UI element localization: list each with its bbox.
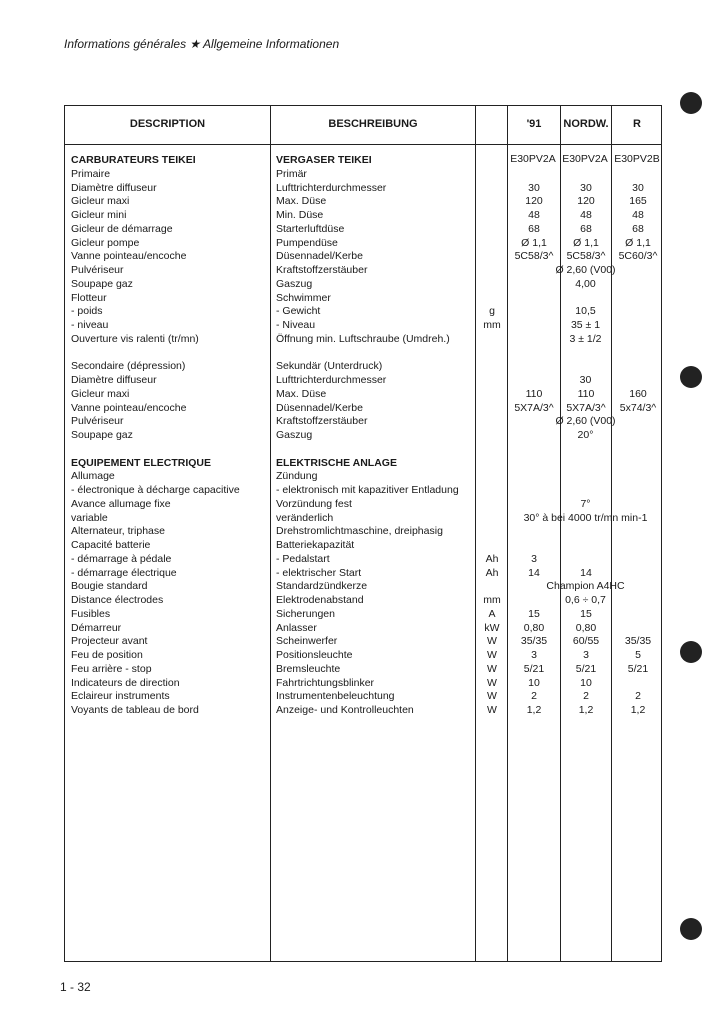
row-fr: Projecteur avant (71, 635, 148, 648)
row-fr: Gicleur mini (71, 209, 127, 221)
row-de: Drehstromlichtmaschine, dreiphasig (276, 525, 443, 538)
row-de: Max. Düse (276, 387, 327, 400)
header-beschreibung: BESCHREIBUNG (328, 118, 418, 130)
row-de: Anzeige- und Kontrolleuchten (276, 704, 414, 716)
row-unit: W (487, 635, 497, 648)
row-value-nordw: 60/55 (572, 635, 600, 648)
row-fr: - poids (71, 305, 103, 318)
row-value-r: 30 (632, 181, 644, 194)
row-fr: Soupape gaz (71, 429, 133, 441)
row-de: Max. Düse (276, 195, 327, 208)
row-unit: kW (484, 621, 500, 634)
row-value-r: 2 (635, 690, 641, 703)
row-value-r: 5 (635, 649, 641, 661)
row-de: Starterluftdüse (276, 222, 345, 235)
row-value-nordw: 5X7A/3^ (566, 401, 606, 414)
row-value-span: 10,5 (575, 305, 596, 318)
row-value-nordw: 5/21 (575, 662, 597, 675)
row-value-nordw: 30 (580, 181, 592, 194)
row-value-91: 3 (531, 649, 537, 661)
row-value-span: 3 ± 1/2 (569, 332, 602, 345)
row-fr: Primaire (71, 167, 111, 180)
row-value-nordw: 2 (583, 690, 589, 703)
row-de: Batteriekapazität (276, 539, 355, 551)
row-value-r: 5C60/3^ (618, 250, 658, 263)
row-value-span: Ø 2,60 (V00) (555, 264, 616, 276)
page-number: 1 - 32 (60, 980, 91, 994)
row-value-span: 30° à bei 4000 tr/mn min-1 (523, 511, 648, 524)
row-value-span: 0,6 ÷ 0,7 (565, 594, 606, 606)
row-unit: W (487, 704, 497, 716)
row-value-nordw: 3 (583, 649, 589, 661)
row-unit: W (487, 649, 497, 661)
row-value-91: 15 (528, 607, 540, 620)
row-fr: Gicleur maxi (71, 387, 130, 400)
row-unit: g (489, 305, 495, 318)
model-r: E30PV2B (614, 153, 660, 165)
row-value-span: 7° (580, 497, 591, 510)
row-value-91: 2 (531, 690, 537, 703)
row-fr: Indicateurs de direction (71, 676, 180, 689)
row-value-nordw: 14 (580, 566, 592, 579)
row-de: Sekundär (Unterdruck) (276, 360, 383, 373)
row-fr: Soupape gaz (71, 277, 133, 290)
row-de: Gaszug (276, 277, 313, 290)
row-unit: W (487, 662, 497, 675)
binder-hole-icon (680, 641, 702, 663)
row-fr: Secondaire (dépression) (71, 360, 186, 373)
model-nordw: E30PV2A (562, 153, 608, 165)
row-value-91: 5/21 (523, 662, 545, 675)
row-value-nordw: 120 (577, 195, 595, 208)
row-value-91: 120 (525, 195, 543, 208)
row-de: Scheinwerfer (276, 635, 338, 648)
row-fr: - démarrage à pédale (71, 552, 172, 565)
header-91: '91 (526, 118, 542, 130)
row-de: Sicherungen (276, 607, 335, 620)
row-de: Pumpendüse (276, 236, 338, 249)
row-de: Zündung (276, 470, 318, 483)
row-value-span: 20° (577, 429, 594, 441)
row-fr: Distance électrodes (71, 594, 164, 606)
row-fr: Vanne pointeau/encoche (71, 250, 187, 263)
header-nordw: NORDW. (563, 118, 609, 130)
row-value-span: 30 (579, 374, 592, 386)
specification-table (64, 105, 662, 962)
row-fr: Diamètre diffuseur (71, 374, 157, 386)
row-value-91: 0,80 (523, 621, 545, 634)
row-value-nordw: 10 (580, 676, 592, 689)
row-de: Düsennadel/Kerbe (276, 250, 363, 263)
row-de: Düsennadel/Kerbe (276, 401, 363, 414)
row-value-91: 68 (528, 222, 540, 235)
row-de: Standardzündkerze (276, 580, 368, 593)
header-r: R (633, 118, 641, 130)
row-de: Positionsleuchte (276, 649, 353, 661)
row-value-91: 110 (525, 387, 543, 400)
model-91: E30PV2A (510, 153, 556, 165)
row-value-span: 4,00 (575, 277, 596, 290)
row-de: - Pedalstart (276, 552, 330, 565)
row-de: Vorzündung fest (276, 497, 352, 510)
row-value-91: 14 (528, 566, 540, 579)
row-value-r: 160 (629, 387, 647, 400)
row-de: VERGASER TEIKEI (276, 154, 372, 166)
row-unit: Ah (485, 552, 499, 565)
row-unit: mm (483, 319, 501, 331)
row-value-91: 10 (528, 676, 540, 689)
row-value-91: 30 (528, 181, 540, 194)
row-value-r: 5x74/3^ (619, 401, 657, 414)
row-de: Fahrtrichtungsblinker (276, 676, 375, 689)
row-fr: Gicleur pompe (71, 236, 140, 249)
row-value-span: Champion A4HC (546, 580, 625, 593)
row-fr: Avance allumage fixe (71, 497, 171, 510)
row-value-span: Ø 2,60 (V00) (555, 415, 616, 428)
row-unit: Ah (485, 566, 499, 579)
row-de: Gaszug (276, 429, 313, 441)
row-fr: EQUIPEMENT ELECTRIQUE (71, 456, 212, 469)
row-fr: Feu arrière - stop (71, 662, 152, 675)
row-fr: Démarreur (71, 621, 122, 634)
row-fr: Fusibles (71, 607, 111, 620)
row-value-91: 1,2 (526, 704, 542, 716)
row-de: Bremsleuchte (276, 662, 341, 675)
row-value-span: 35 ± 1 (570, 319, 601, 331)
row-fr: - électronique à décharge capacitive (71, 484, 240, 496)
row-de: - elektrischer Start (276, 566, 362, 579)
row-fr: Gicleur maxi (71, 195, 130, 208)
row-value-91: 3 (531, 552, 537, 565)
row-de: Lufttrichterdurchmesser (276, 181, 387, 194)
row-fr: Feu de position (71, 649, 143, 661)
row-de: Min. Düse (276, 209, 324, 221)
row-fr: Gicleur de démarrage (71, 222, 173, 235)
row-value-nordw: 5C58/3^ (566, 250, 606, 263)
row-fr: Diamètre diffuseur (71, 181, 157, 194)
row-value-nordw: 1,2 (578, 704, 594, 716)
row-de: - elektronisch mit kapazitiver Entladung (276, 484, 459, 496)
row-unit: A (488, 607, 496, 620)
row-value-nordw: 110 (577, 387, 595, 400)
row-value-nordw: Ø 1,1 (573, 236, 599, 249)
row-de: Elektrodenabstand (276, 594, 364, 606)
row-value-nordw: 68 (580, 222, 592, 235)
row-de: Lufttrichterdurchmesser (276, 374, 387, 386)
row-de: veränderlich (276, 511, 334, 524)
row-fr: Allumage (71, 470, 115, 483)
row-de: - Gewicht (276, 305, 321, 318)
row-value-91: 35/35 (520, 635, 548, 648)
row-fr: Bougie standard (71, 580, 148, 593)
row-value-r: Ø 1,1 (625, 236, 651, 249)
binder-hole-icon (680, 918, 702, 940)
row-value-91: 5C58/3^ (514, 250, 554, 263)
binder-hole-icon (680, 92, 702, 114)
header-description: DESCRIPTION (129, 118, 206, 130)
row-value-r: 1,2 (630, 704, 646, 716)
row-de: Kraftstoffzerstäuber (276, 264, 368, 276)
row-value-nordw: 15 (580, 607, 592, 620)
page-header: Informations générales ★ Allgemeine Informationen (64, 37, 340, 51)
row-fr: - démarrage électrique (71, 566, 177, 579)
row-fr: variable (71, 511, 108, 524)
row-de: Schwimmer (276, 291, 331, 304)
row-fr: CARBURATEURS TEIKEI (71, 154, 196, 166)
row-de: - Niveau (276, 319, 316, 331)
row-fr: Alternateur, triphase (71, 525, 165, 538)
row-value-nordw: 48 (580, 209, 592, 221)
row-value-r: 35/35 (624, 635, 652, 648)
row-unit: mm (483, 594, 501, 606)
binder-hole-icon (680, 366, 702, 388)
row-fr: - niveau (71, 319, 109, 331)
row-fr: Pulvériseur (71, 415, 124, 428)
row-value-r: 68 (632, 222, 644, 235)
row-unit: W (487, 676, 497, 689)
row-fr: Flotteur (71, 291, 107, 304)
row-value-r: 5/21 (627, 662, 649, 675)
row-de: Öffnung min. Luftschraube (Umdreh.) (276, 332, 450, 345)
row-de: Primär (276, 167, 307, 180)
row-de: Anlasser (276, 621, 317, 634)
row-fr: Voyants de tableau de bord (71, 704, 199, 716)
row-value-r: 165 (629, 195, 647, 208)
row-de: ELEKTRISCHE ANLAGE (276, 456, 397, 469)
row-value-91: Ø 1,1 (521, 236, 547, 249)
row-de: Kraftstoffzerstäuber (276, 415, 368, 428)
row-value-91: 5X7A/3^ (514, 401, 554, 414)
row-fr: Eclaireur instruments (71, 690, 170, 703)
row-unit: W (487, 690, 497, 703)
row-value-r: 48 (632, 209, 644, 221)
row-fr: Ouverture vis ralenti (tr/mn) (71, 332, 199, 345)
row-fr: Capacité batterie (71, 539, 151, 551)
row-fr: Vanne pointeau/encoche (71, 401, 187, 414)
row-de: Instrumentenbeleuchtung (276, 690, 395, 703)
row-value-91: 48 (528, 209, 540, 221)
row-fr: Pulvériseur (71, 264, 124, 276)
row-value-nordw: 0,80 (575, 621, 597, 634)
